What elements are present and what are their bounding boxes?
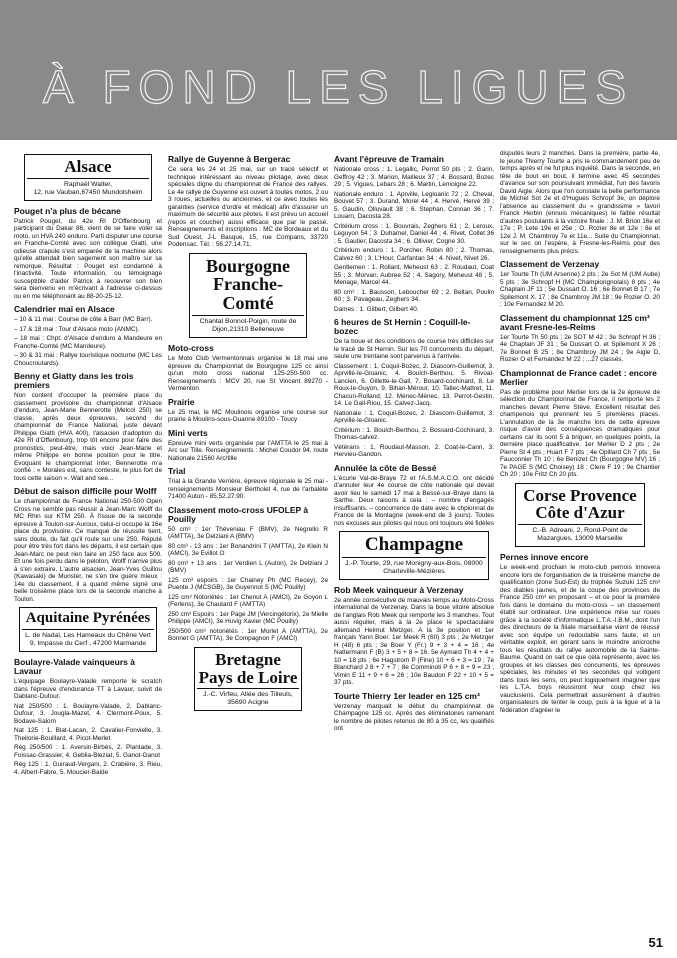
column-1 [14,150,162,945]
article-heading: Calendrier mai en Alsace [14,304,115,315]
results-line: 250/500 cm³ notoriétés : 1er Morlet A (AMTTA), 2e Bonnet G (AMTTA), 3e Compagnon F (AMCI) [168,627,328,643]
article-heading: 6 heures de St Hernin : Coquill-le-bozec [334,317,471,336]
column-3 [334,150,494,945]
column-2 [168,150,328,945]
article-text: Ce sera les 24 et 25 mai, sur un tracé sélectif et technique intéressant au niveau pilotage, avec deux spéciales digne du championnat de France des rallyes. Le 4e rallye de Guyenne est ouvert à toutes motos, 2 ou 3 roues, actuelles ou anciennes, et ce avec toutes les garanties (service d'ordre et médical) afin d'assurer un maximum de sécurité aux pilotes. Il est prévu un accueil (repos et coucher) aussi efficace que par le passé. Renseignements et inscriptions : MC de Bordeaux et du Sud Ouest, J-L Basque, 15, rue Compans, 33720 Podensac. Tél. : 56.27.14.71. [168,166,328,248]
region-box-bretagne [194,647,302,712]
article-text: – 18 mai : Chpt. d'Alsace d'enduro à Mandeure en Franche-Comté (MC Mandeure). [14,335,162,350]
results-line: Nationale enduro : 1. Aprville, Legloanic 72 ; 2. Cheval, Bouvet 57 ; 3. Durand, Morel 44 ; 4. Hervé, Hervé 39 ; 5. Gaudin, Olluvault 38 ; 6. Stephan, Connan 36 ; 7. Louarn, Dacosta 28. [334,190,494,220]
article-text: 2e année consécutive de mauvais temps au Moto-Cross international de Verzenay. Dans la boue vitoire absolue de l'anglais Rob Meek qui remporte les 3 manches. Tout aussi régulier, mais à la 2e place le spectaculaire allemand Helmut Metzger. A la 3e position et 1er français Yann Boer. 1er Meek R (60) 3 pts ; 2e Metzger H (48) 6 pts ; 3e Boer Y (Fr.) 9 + 3 + 4 = 16 ; 4e Nattermann F (B) 3 + 5 + 8 = 16. 5e Aymard Th 4 + 4 + 10 = 18 pts ; 6e Hagstrom P (Fine) 10 + 6 + 3 = 19 ; 7e Blanchard J 8 + 7 + 7 ; 8e Comminoti P 6 + 8 + 9 = 23 ; Vimin E 11 + 9 + 6 = 26 ; 10e Baudon F 22 + 10 + 5 = 37 pts. [334,596,494,687]
article-heading: Championnat de France cadet : encore Merlier [500,367,657,387]
page-body [14,150,664,945]
article-text: Non content d'occuper la première place du classement provisoire du championnat d'Alsace d'enduro, Jean-Marie Bennerotte (Melcol 250) se classe, après deux épreuves, second du championnat de France National, juste devant Philippe Giatti (HVA 400), l'alsacien d'adoption du 42e RI d'Offenbourg, trop tôt encore pour faire des pronostics, peut-être, mais voici Jean-Marie et même Philippe en bonne position pour le titre. Evoquant le championnat Inter, Bennerotte m'a confié : « Morales est, sans conteste, le plus fort de tous cette saison ». Wait and see... [14,392,162,482]
region-contact-address: 12, rue Vauban,67450 Mundolsheim [33,188,143,196]
results-line: 1er Tourte Th (UM Arsenne) 2 pts ; 2e Sot M (UM Aube) 5 pts ; 3e Schropf H (MC Championgnolais) 8 pts ; 4e Chaplain JF 11 ; 5e Dussart O. 16 ; 6e Bonnet B 17 ; 7e Spilemont X. 17 ; 8e Chambroy JM 18 ; 9e Rozier O. 20 ; 10e Fernandez M 20. [500,271,660,308]
article-text: De la boue et des conditions de course très difficiles sur le tracé de St Hernin. Sur les 70 concurrents du départ, seule une trentaine sont parvenus à l'arrivée. [334,338,494,360]
results-line: Critérium cross : 1. Bouvrais, Zeghers 61 ; 2. Leroux, Leguyon 54 ; 3. Duhamel, Daniel 44 ; 4. Rivet, Collet 36 ; 5. Gautier, Dacosta 34 ; 6. Ollivier, Cogne 30. [334,222,494,245]
article-heading: Mini verts [168,427,208,438]
article-heading: Avant l'épreuve de Tramain [334,154,444,164]
article-heading: Pouget n'a plus de bécane [14,205,121,216]
region-box-aquitaine [19,607,157,652]
results-line: Critérium enduro : 1. Porcher, Robin 80 ; 2. Thomas, Calvez 60 ; 3. L'Hour, Carfantan 34 ; 4. Nivet, Nivet 26. [334,247,494,262]
article-heading: Annulée la côte de Bessé [334,462,437,473]
article-text: Le week-end prochain le moto-club pernois innovera encore lors de l'organisation de la troisième manche de qualification (zone Sud-Est) du trophée Suzuki 125 cm³ des diables jaunes, et de la coupe des provinces de France 250 cm³ en proposant – et ce pour la première fois dans le domaine du moto-cross – un classement établi sur ordinateur. Une expérience mise sur roues grâce à la société d'informatique L.T.A.-I.B.M., dont l'un des directeurs de la filiale marseillaise vient de réussir avec son équipe un redoutable sans faute, et un véritable exploit, en gérant sans le moindre anicroche tous les résultats du rallye automobile de la Sainte-Baume. Quand on sait ce que cela représente, avec les groupes et les classes des concurrents, les épreuves spéciales, les minutes et les secondes qui voltigent dans tous les sens, on peut logiquement imaginer que les L.T.A. boys réussiront leur coup chez les vauclusiens. Cela permettrait assurément à d'autres organisateurs de tenter le coup, puis à la ligue et à la fédération d'agréer le [500,564,660,714]
article-text: Trial à la Grande Verrière, épreuve régionale le 25 mai - renseignements Monsieur Bertholet 4, rue de l'arbalète 71400 Autun - 85.52.27.90. [168,478,328,501]
page-number: 51 [648,935,663,950]
region-contact-address: J.-C. Virfeu, Allée des Tilleuls, 35690 Acigne [197,688,299,707]
region-box-bourgogne [189,253,307,339]
article-text: L'équipage Boulayre-Valade remporte le scratch dans l'épreuve d'endurance TT à Lavaur, suivit de Dablanc-Dufour. [14,678,162,701]
region-contact [27,178,149,197]
article-text: Rég 250/500 : 1. Aversin-Birbès, 2. Plantade, 3. Foissac-Grassier, 4. Geblia-Bleziat, 5. Ganot-Ganot [14,744,162,759]
results-line: Classement : 1. Coquil-Bozec, 2. Diascorn-Guillemot, 3. Aprvillé-le-Gloanic, 4. Boulch-Berthou, 5. Rivoal-Lancien, 6. Gillette-le-Gall, 7. Bosard-cochinard, 8. Le Roux-le-Guyon, 9. Bihan-Mérour, 10. Tallec-Mattret, 11. Chacun-Rolland, 12. Ménec-Ménec, 13. Perrot-Gestin, 14. Le Gall-Riou, 15. Calvez-Jacq. [334,362,494,407]
results-line: 80 cm³ - 13 ans : 1er Bonandrini T (AMTTA), 2e Klein N (AMCI), 3e Evillot O [168,542,328,558]
region-contact-address: C.-B. Adreani, 2, Rond-Point de Mazargues, 13009 Marseille [518,524,642,543]
article-text: L'écurie Val-de-Braye 72 et l'A.S.M.A.C.O. ont décidé d'annuler leur 4e course de côte nationale qui devait avoir lieu le samedi 17 mai à Bessé-sur-Braye dans la Sarthe. Deux raisons à cela : – nombre d'engagés insuffisants. – concurrence de date avec le chpionnat de France de la Montagne (week-end de 3 jours). Toutes nos excuses aux pilotes qui nous ont toujours été fidèles [334,474,494,527]
region-box-corse [515,483,645,548]
article-heading: Moto-cross [168,343,214,354]
article-heading: Pernes innove encore [500,552,589,563]
article-text: – 30 & 31 mai : Rallye touristique nocturne (MC Les Choucroutards). [14,352,162,367]
article-heading: Prairie [168,396,195,407]
article-heading: Classement moto-cross UFOLEP à Pouilly [168,504,309,524]
article-heading: Benny et Giatty dans les trois premiers [14,371,134,391]
results-line: Gentlemen : 1. Rollant, Meheust 63 ; 2. Roudaut, Coat 55 ; 3. Morvan, Aubree 52 ; 4. Sagory, Meheust 48 ; 5. Menage, Marcel 44. [334,264,494,286]
article-heading: Tourte Thierry 1er leader en 125 cm³ [334,690,480,701]
results-line: 1er Tourte Th 50 pts ; 2e SOT M 42 ; 3e Schropf H 36 ; 4e Chaplain JF 31 ; 5e Dussart O. et Spilemont X 26 ; 7e Bonnet B 25 ; 8e Chambroy JM 24 ; 9e Aigle D, Rozier O et Fernandez M 22 ; ...27 classés. [500,333,660,363]
article-text: Verzenay marquait le début du championnat de Champagne 125 cc. Après des éliminatoires ramenant le nombre de pilotes retenus de 80 à 35 cc, les qualifiés ont [334,702,494,733]
article-text: Rég 125 : 1. Guiraud-Vergani, 2. Crabière, 3. Rieu, 4. Albert-Fabre, 5. Moucier-Balde [14,761,162,776]
results-line: 125 cm³ espoirs : 1er Chainey Ph (MC Recey), 2e Puente J (MCSGB), 3e Guyennot S (MC Pouilly) [168,576,328,592]
article-text: Nat 250/500 : 1. Boulayre-Valade, 2. Dablanc-Dufour, 3. Jougla-Mazet, 4. Clermont-Poux, 5. Bodave-Salom [14,702,162,725]
region-name: Alsace [64,157,112,176]
region-contact-address: J.-P. Tourte, 29, rue Monigny-aux-Bois, 08000 Charleville-Mézières [342,557,486,576]
region-contact-address: Chantal Bonnot-Poigin, route de Dijon,21310 Belleneuve [192,315,304,334]
results-line: Dames : 1. Gilbert, Gilbert 40. [334,305,419,313]
article-text: Epreuve mini verts organisée par l'AMTTA le 25 mai à Arc sur Tille. Renseignements : Michel Coudor 94, route Nationale 21560 Arc/tille [168,439,328,462]
article-text: Pas de problème pour Merlier lors de la 2e épreuve de sélection du Championnat de France, il remporte les 2 manches devant Pierre Stève. Excellent résultat des champenois qui prennent les 5 premières places. L'annulation de la 3e manche lors de cette épreuve risque d'avoir des conséquences dramatiques pour certains car ils sont 5 à briguer, en quelques points, la dernière place qualificative. 1er Merlier D 2 pts ; 2e Pierre St 4 pts ; Huart F 7 pts ; 4e Opillard Ch 7 pts ; 5e Fauconnier Th 10 ; 6e Benizet Ch (Bourgogne MV) 16 ; 7e PAGE S (MC Choisey) 18 ; Clere F 19 ; 9e Chantier Ch 20 ; 10e Fritz Ch 20 pts. [500,388,660,478]
region-contact-address: L. de Nadai, Les Hameaux du Chêne Vert 9, Impasse du Cerf , 47200 Marmande [22,629,154,648]
section-title: À FOND LES LIGUES [42,61,634,113]
article-heading: Classement du championnat 125 cm³ avant Fresne-les-Reims [500,312,650,332]
article-text: – 17 & 18 mai : Tour d'Alsace moto (ANMC). [14,325,140,333]
results-line: 80 cm³ : 1. Bausson, Leboucher 69 ; 2. Beltan, Poulin 60 ; 3. Pavageau, Zeghers 34. [334,288,494,303]
article-text: Nat 125 : 1. Blat-Lacan, 2. Cavalier-Fonvielle, 3. Theilorie-Bouillard, 4. Picot-Merlet [14,727,162,742]
article-text: Le 25 mai, le MC Moulinois organise une course sur prairie à Moulins-sous-Ouanne 89100 - Toucy [168,408,328,424]
region-box-alsace [24,154,152,201]
region-name: Champagne [364,534,464,555]
article-heading: Boulayre-Valade vainqueurs à Lavaur [14,657,135,677]
page-header-banner [0,0,677,140]
results-line: Nationale cross : 1. Legallic, Perrot 50 pts ; 2. Garin, Geffroy 42 ; 3. Marion, Mailleux 37 ; 4. Bossard, Bozec 29 ; 5. Vigues, Lebars 28 ; 6. Martin, Lemoigne 22. [334,166,494,188]
article-heading: Classement de Verzenay [500,259,600,269]
article-text: – 10 & 11 mai : Course de côte à Barr (MC Barr). [14,316,153,324]
region-name: Bourgogne Franche-Comté [205,255,290,314]
results-line: 250 cm³ Espoirs : 1er Page JM (Vercingétorix), 2e Mielle Philippe (AMCI), 3e Huvig Xavier (MC Pouilly) [168,610,328,626]
region-box-champagne [339,531,489,580]
article-heading: Rob Meek vainqueur à Verzenay [334,584,464,595]
article-heading: Début de saison difficile pour Wolff [14,486,157,497]
article-text: disputés leurs 2 manches. Dans la première, partie 4e, le jeune Thierry Tourte a pris le commandement peu de temps après et ne fut plus inquiété. Dans la seconde, en tête de bout en bout, il termine avec 45 secondes d'avance sur son poursuivant immédiat, l'un des favoris David Aigle. Alors que l'on constate la belle performance de Michel Sot 2e et d'Hugues Schropf 3e, on déplore l'absence au classement du « grandissime » favori Franck Herbin (ennuis mécaniques) le faible résultat d'autres postulants à la victoire finale : J. M. Brion 16e et 17e ; P. Lete 19e et 25e ; O. Rozier 8e et 12e ; 8e et 12e J. M. Chambroy 7e et 11e... Suite du Championnat, sur le sec on l'espère, à Fresne-les-Reims pour des renseignements plus précis. [500,150,660,255]
results-line: 50 cm³ : 1er Théveniau F (BMV), 2e Negrello R (AMTTA), 3e Delziani A (BMV) [168,525,328,541]
article-text: Le Moto Club Vermentonnais organise le 18 mai une épreuve du Championnat de Bourgogne 125 cc ainsi qu'un moto cross national 125-250-500 cc. Renseignements : MCV 20, rue St Vincent 89270 - Vermenton [168,355,328,393]
region-name: Aquitaine Pyrénées [25,610,151,627]
region-contact-name: Raphaël Walter, [63,180,113,188]
article-text: Le championnat de France National 250-500 Open Cross ne semble pas réussir à Jean-Marc Wolff du MC Rhin sur KTM 250. À l'issue de la seconde épreuve à Toulon-sur-Auroux, celui-ci occupe la 16e place du provisoire. Ce manque de réussite tient, sans doute, du fait qu'il roule sur une 250. Réputé pour être très fort dans les départs, il est certain que Jean-Marc ne peut rien faire en 250 face aux 500. Et une fois perdu dans le peloton, Wolff n'arrive plus à s'en extraire. L'autre alsacien, Jean-Yves Guillou (Kawasaki) de Munster, ne s'en tire guère mieux : 14e du classement, il a quand même signé une belle troisième place lors de la seconde manche à Toulon. [14,498,162,603]
results-line: 80 cm³ + 13 ans : 1er Verdien L (Auton), 2e Delziani J (BMV) [168,559,328,575]
region-name: Bretagne Pays de Loire [198,649,298,687]
results-line: Critérium : 1. Boulch-Berthou, 2. Bossard-Cochinard, 3. Thomas-calvez. [334,426,494,441]
column-4 [500,150,660,945]
article-heading: Rallye de Guyenne à Bergerac [168,154,291,164]
results-line: Nationale : 1. Coquil-Bozec, 2. Diascorn-Guillemot, 3. Aprvillé-le-Gloanic. [334,409,494,424]
results-line: Vétérans : 1. Roudaut-Masson, 2. Coat-le-Cann, 3. Hervieu-Gandon. [334,443,494,458]
article-heading: Trial [168,466,186,477]
results-line: 125 cm³ Notoriétés : 1er Chenut A (AMCI), 2e Goyon L (Ferlens), 3e Chautard F (AMTTA) [168,593,328,609]
region-name: Corse Provence Côte d'Azur [523,485,637,523]
article-text: Patrick Pouget, du 42e RI D'Offenbourg et participant du Dakar 86, vient de se faire voler sa moto, un HVA 240 enduro. Parti disputer une course en Franche-Comté avec son collègue Giatti, une odieuse crapule s'est emparée de la machine alors qu'elle attendait bien sagement son maître sur sa remorque. Résultat : Pouget est condamné à l'inactivité. Toute information, ou témoignage susceptible d'aider Patrick à recouvrer son bien sera bienvenu en m'écrivant à l'adresse ci-dessus ou en me téléphonant au 88-20-25-12. [14,217,162,300]
